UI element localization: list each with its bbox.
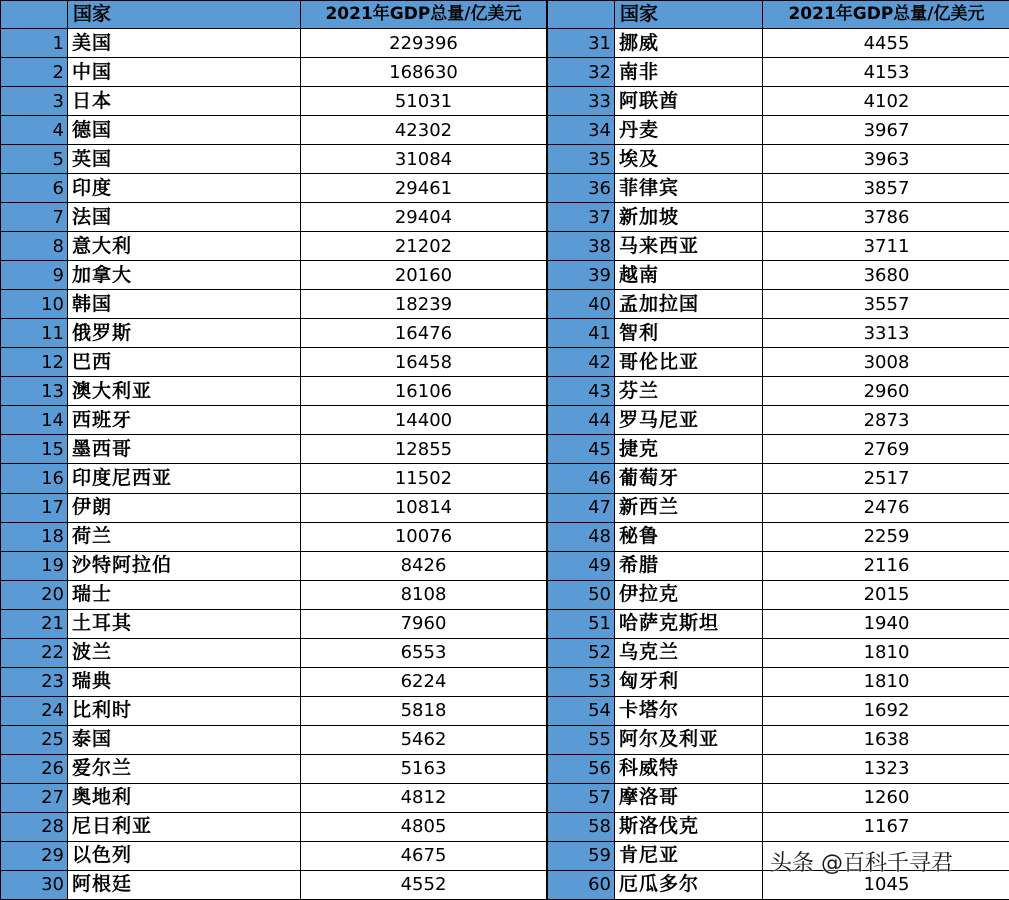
country-cell: 菲律宾 — [615, 174, 763, 203]
table-row — [548, 522, 1009, 551]
watermark: 头条 @百科千寻君 — [770, 851, 953, 876]
country-cell: 爱尔兰 — [68, 754, 301, 783]
country-cell: 秘鲁 — [615, 522, 763, 551]
rank-cell: 1 — [1, 29, 68, 58]
rank-cell: 38 — [548, 232, 615, 261]
rank-cell: 42 — [548, 348, 615, 377]
rank-cell: 37 — [548, 203, 615, 232]
left-table-body — [1, 29, 547, 900]
gdp-cell: 1810 — [763, 638, 1009, 667]
table-row — [1, 87, 547, 116]
country-cell: 波兰 — [68, 638, 301, 667]
country-cell: 沙特阿拉伯 — [68, 551, 301, 580]
country-cell: 挪威 — [615, 29, 763, 58]
country-cell: 阿根廷 — [68, 870, 301, 899]
country-cell: 墨西哥 — [68, 435, 301, 464]
gdp-cell: 8108 — [301, 580, 547, 609]
gdp-cell: 1167 — [763, 812, 1009, 841]
country-cell: 埃及 — [615, 145, 763, 174]
header-index-cell — [1, 1, 68, 29]
rank-cell: 11 — [1, 319, 68, 348]
gdp-cell: 3008 — [763, 348, 1009, 377]
country-cell: 荷兰 — [68, 522, 301, 551]
country-cell: 智利 — [615, 319, 763, 348]
table-row — [1, 464, 547, 493]
table-row — [548, 551, 1009, 580]
rank-cell: 25 — [1, 725, 68, 754]
rank-cell: 15 — [1, 435, 68, 464]
rank-cell: 22 — [1, 638, 68, 667]
table-row — [548, 261, 1009, 290]
gdp-cell: 5462 — [301, 725, 547, 754]
table-row — [548, 435, 1009, 464]
rank-cell: 8 — [1, 232, 68, 261]
gdp-cell: 3967 — [763, 116, 1009, 145]
rank-cell: 58 — [548, 812, 615, 841]
rank-cell: 3 — [1, 87, 68, 116]
gdp-cell: 1323 — [763, 754, 1009, 783]
rank-cell: 57 — [548, 783, 615, 812]
country-cell: 丹麦 — [615, 116, 763, 145]
table-row — [1, 696, 547, 725]
right-table-body — [548, 29, 1009, 900]
table-row — [548, 406, 1009, 435]
table-row — [1, 522, 547, 551]
gdp-cell: 1692 — [763, 696, 1009, 725]
rank-cell: 49 — [548, 551, 615, 580]
rank-cell: 23 — [1, 667, 68, 696]
country-cell: 厄瓜多尔 — [615, 870, 763, 899]
gdp-cell: 16458 — [301, 348, 547, 377]
gdp-cell: 2517 — [763, 464, 1009, 493]
rank-cell: 27 — [1, 783, 68, 812]
gdp-cell: 2873 — [763, 406, 1009, 435]
rank-cell: 24 — [1, 696, 68, 725]
gdp-cell: 51031 — [301, 87, 547, 116]
rank-cell: 12 — [1, 348, 68, 377]
table-row — [548, 348, 1009, 377]
rank-cell: 21 — [1, 609, 68, 638]
rank-cell: 46 — [548, 464, 615, 493]
gdp-table-right — [547, 0, 1009, 900]
gdp-cell: 42302 — [301, 116, 547, 145]
rank-cell: 41 — [548, 319, 615, 348]
gdp-cell: 4805 — [301, 812, 547, 841]
gdp-cell: 2476 — [763, 493, 1009, 522]
rank-cell: 18 — [1, 522, 68, 551]
rank-cell: 40 — [548, 290, 615, 319]
gdp-cell: 5818 — [301, 696, 547, 725]
gdp-cell: 6224 — [301, 667, 547, 696]
table-row — [548, 841, 1009, 870]
table-row — [548, 580, 1009, 609]
country-cell: 日本 — [68, 87, 301, 116]
rank-cell: 10 — [1, 290, 68, 319]
country-cell: 中国 — [68, 58, 301, 87]
rank-cell: 36 — [548, 174, 615, 203]
country-cell: 新加坡 — [615, 203, 763, 232]
rank-cell: 35 — [548, 145, 615, 174]
country-cell: 阿尔及利亚 — [615, 725, 763, 754]
rank-cell: 26 — [1, 754, 68, 783]
table-row — [548, 203, 1009, 232]
rank-cell: 60 — [548, 870, 615, 899]
table-row — [548, 29, 1009, 58]
rank-cell: 5 — [1, 145, 68, 174]
table-row — [1, 116, 547, 145]
gdp-cell: 1045 — [763, 870, 1009, 899]
table-row — [1, 551, 547, 580]
country-cell: 匈牙利 — [615, 667, 763, 696]
gdp-cell: 2960 — [763, 377, 1009, 406]
rank-cell: 30 — [1, 870, 68, 899]
table-row — [1, 203, 547, 232]
table-row — [548, 377, 1009, 406]
gdp-cell — [763, 841, 1009, 870]
gdp-cell: 3313 — [763, 319, 1009, 348]
table-row — [1, 841, 547, 870]
gdp-cell: 1638 — [763, 725, 1009, 754]
gdp-cell: 1260 — [763, 783, 1009, 812]
gdp-cell: 3680 — [763, 261, 1009, 290]
table-row — [548, 638, 1009, 667]
gdp-cell: 14400 — [301, 406, 547, 435]
table-row — [1, 174, 547, 203]
country-cell: 德国 — [68, 116, 301, 145]
country-cell: 土耳其 — [68, 609, 301, 638]
gdp-cell: 3557 — [763, 290, 1009, 319]
country-cell: 印度 — [68, 174, 301, 203]
rank-cell: 29 — [1, 841, 68, 870]
rank-cell: 32 — [548, 58, 615, 87]
table-row — [1, 754, 547, 783]
rank-cell: 16 — [1, 464, 68, 493]
rank-cell: 54 — [548, 696, 615, 725]
table-row — [1, 29, 547, 58]
gdp-cell: 20160 — [301, 261, 547, 290]
country-cell: 意大利 — [68, 232, 301, 261]
gdp-cell: 29461 — [301, 174, 547, 203]
rank-cell: 55 — [548, 725, 615, 754]
country-cell: 巴西 — [68, 348, 301, 377]
header-index-cell — [548, 1, 615, 29]
rank-cell: 47 — [548, 493, 615, 522]
country-cell: 伊拉克 — [615, 580, 763, 609]
rank-cell: 4 — [1, 116, 68, 145]
table-row — [1, 145, 547, 174]
header-country: 国家 — [615, 1, 763, 29]
table-row — [548, 58, 1009, 87]
table-row — [1, 319, 547, 348]
gdp-cell: 4812 — [301, 783, 547, 812]
country-cell: 俄罗斯 — [68, 319, 301, 348]
table-row — [548, 174, 1009, 203]
gdp-cell: 1940 — [763, 609, 1009, 638]
table-row — [1, 406, 547, 435]
rank-cell: 14 — [1, 406, 68, 435]
country-cell: 美国 — [68, 29, 301, 58]
table-row — [548, 145, 1009, 174]
gdp-cell: 3857 — [763, 174, 1009, 203]
table-row — [548, 319, 1009, 348]
table-row — [1, 870, 547, 899]
table-row — [1, 261, 547, 290]
gdp-cell: 18239 — [301, 290, 547, 319]
country-cell: 阿联酋 — [615, 87, 763, 116]
table-row — [1, 377, 547, 406]
country-cell: 法国 — [68, 203, 301, 232]
table-row — [548, 783, 1009, 812]
table-row — [1, 580, 547, 609]
table-row — [548, 290, 1009, 319]
header-gdp: 2021年GDP总量/亿美元 — [301, 1, 547, 29]
gdp-cell: 6553 — [301, 638, 547, 667]
gdp-cell: 2259 — [763, 522, 1009, 551]
country-cell: 新西兰 — [615, 493, 763, 522]
country-cell: 科威特 — [615, 754, 763, 783]
rank-cell: 33 — [548, 87, 615, 116]
rank-cell: 9 — [1, 261, 68, 290]
country-cell: 芬兰 — [615, 377, 763, 406]
rank-cell: 6 — [1, 174, 68, 203]
table-row — [1, 812, 547, 841]
rank-cell: 48 — [548, 522, 615, 551]
gdp-cell: 29404 — [301, 203, 547, 232]
gdp-cell: 3786 — [763, 203, 1009, 232]
gdp-cell: 3711 — [763, 232, 1009, 261]
country-cell: 尼日利亚 — [68, 812, 301, 841]
table-row — [1, 435, 547, 464]
table-row — [548, 116, 1009, 145]
header-row — [1, 1, 547, 29]
rank-cell: 13 — [1, 377, 68, 406]
gdp-cell: 2015 — [763, 580, 1009, 609]
country-cell: 瑞典 — [68, 667, 301, 696]
country-cell: 哈萨克斯坦 — [615, 609, 763, 638]
country-cell: 伊朗 — [68, 493, 301, 522]
table-row — [548, 464, 1009, 493]
header-gdp: 2021年GDP总量/亿美元 — [763, 1, 1009, 29]
table-row — [548, 232, 1009, 261]
country-cell: 西班牙 — [68, 406, 301, 435]
country-cell: 越南 — [615, 261, 763, 290]
country-cell: 肯尼亚 — [615, 841, 763, 870]
table-row — [548, 812, 1009, 841]
rank-cell: 17 — [1, 493, 68, 522]
country-cell: 澳大利亚 — [68, 377, 301, 406]
country-cell: 葡萄牙 — [615, 464, 763, 493]
table-row — [1, 725, 547, 754]
header-country: 国家 — [68, 1, 301, 29]
country-cell: 孟加拉国 — [615, 290, 763, 319]
gdp-cell: 2769 — [763, 435, 1009, 464]
rank-cell: 31 — [548, 29, 615, 58]
table-row — [1, 493, 547, 522]
table-row — [1, 232, 547, 261]
table-row — [1, 783, 547, 812]
country-cell: 南非 — [615, 58, 763, 87]
country-cell: 比利时 — [68, 696, 301, 725]
table-row — [548, 667, 1009, 696]
gdp-cell: 10814 — [301, 493, 547, 522]
rank-cell: 56 — [548, 754, 615, 783]
table-row — [548, 609, 1009, 638]
gdp-cell: 7960 — [301, 609, 547, 638]
table-row — [548, 725, 1009, 754]
gdp-cell: 4102 — [763, 87, 1009, 116]
gdp-cell: 229396 — [301, 29, 547, 58]
country-cell: 马来西亚 — [615, 232, 763, 261]
rank-cell: 45 — [548, 435, 615, 464]
rank-cell: 52 — [548, 638, 615, 667]
country-cell: 瑞士 — [68, 580, 301, 609]
country-cell: 捷克 — [615, 435, 763, 464]
country-cell: 韩国 — [68, 290, 301, 319]
gdp-cell: 168630 — [301, 58, 547, 87]
rank-cell: 34 — [548, 116, 615, 145]
rank-cell: 28 — [1, 812, 68, 841]
header-row — [548, 1, 1009, 29]
country-cell: 罗马尼亚 — [615, 406, 763, 435]
gdp-cell: 4675 — [301, 841, 547, 870]
gdp-cell: 21202 — [301, 232, 547, 261]
gdp-cell: 11502 — [301, 464, 547, 493]
gdp-cell: 10076 — [301, 522, 547, 551]
rank-cell: 7 — [1, 203, 68, 232]
rank-cell: 19 — [1, 551, 68, 580]
rank-cell: 59 — [548, 841, 615, 870]
gdp-cell: 4552 — [301, 870, 547, 899]
table-row — [548, 493, 1009, 522]
gdp-cell: 1810 — [763, 667, 1009, 696]
country-cell: 印度尼西亚 — [68, 464, 301, 493]
gdp-cell: 16476 — [301, 319, 547, 348]
gdp-cell: 8426 — [301, 551, 547, 580]
table-row — [1, 638, 547, 667]
gdp-cell: 16106 — [301, 377, 547, 406]
gdp-cell: 5163 — [301, 754, 547, 783]
rank-cell: 50 — [548, 580, 615, 609]
table-row — [1, 609, 547, 638]
country-cell: 加拿大 — [68, 261, 301, 290]
gdp-cell: 31084 — [301, 145, 547, 174]
country-cell: 希腊 — [615, 551, 763, 580]
country-cell: 斯洛伐克 — [615, 812, 763, 841]
country-cell: 泰国 — [68, 725, 301, 754]
rank-cell: 51 — [548, 609, 615, 638]
rank-cell: 39 — [548, 261, 615, 290]
rank-cell: 43 — [548, 377, 615, 406]
country-cell: 乌克兰 — [615, 638, 763, 667]
rank-cell: 20 — [1, 580, 68, 609]
country-cell: 哥伦比亚 — [615, 348, 763, 377]
table-row — [1, 348, 547, 377]
rank-cell: 2 — [1, 58, 68, 87]
country-cell: 英国 — [68, 145, 301, 174]
country-cell: 奥地利 — [68, 783, 301, 812]
gdp-cell: 2116 — [763, 551, 1009, 580]
country-cell: 摩洛哥 — [615, 783, 763, 812]
country-cell: 卡塔尔 — [615, 696, 763, 725]
table-row — [1, 58, 547, 87]
table-row — [1, 667, 547, 696]
rank-cell: 53 — [548, 667, 615, 696]
table-row — [548, 87, 1009, 116]
table-row — [548, 870, 1009, 899]
rank-cell: 44 — [548, 406, 615, 435]
table-row — [548, 754, 1009, 783]
gdp-cell: 4455 — [763, 29, 1009, 58]
gdp-cell: 4153 — [763, 58, 1009, 87]
table-row — [548, 696, 1009, 725]
gdp-cell: 3963 — [763, 145, 1009, 174]
gdp-cell: 12855 — [301, 435, 547, 464]
table-row — [1, 290, 547, 319]
country-cell: 以色列 — [68, 841, 301, 870]
